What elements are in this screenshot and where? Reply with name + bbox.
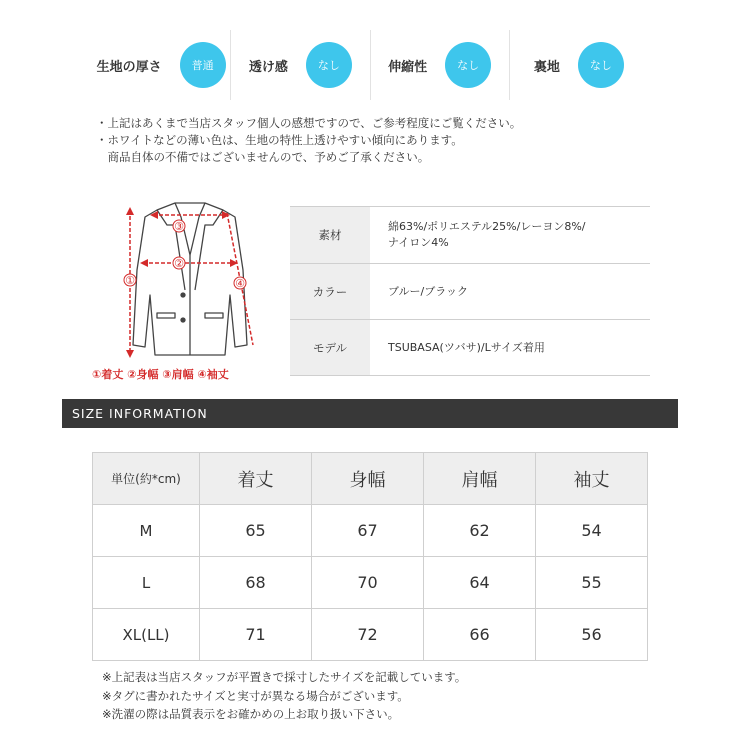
fabric-notes — [96, 115, 521, 166]
attribute-sheerness — [231, 30, 370, 100]
spec-table — [290, 206, 650, 376]
spec-value: TSUBASA(ツバサ)/Lサイズ着用 — [388, 340, 545, 354]
size-information-header: SIZE INFORMATION — [62, 399, 678, 428]
jacket-measurement-diagram — [95, 195, 285, 390]
table-cell: 68 — [200, 557, 312, 609]
table-cell: 62 — [424, 505, 536, 557]
marker-3: ③ — [174, 220, 184, 233]
attribute-label: 透け感 — [248, 59, 288, 75]
marker-2: ② — [174, 257, 184, 270]
attribute-label: 生地の厚さ — [96, 59, 162, 75]
size-footnotes — [102, 668, 466, 724]
attribute-label: 裏地 — [533, 59, 560, 75]
spec-key: モデル — [290, 320, 370, 375]
table-cell: 54 — [536, 505, 648, 557]
table-cell: 71 — [200, 609, 312, 661]
attribute-value-badge: なし — [578, 42, 624, 88]
spec-row-color — [290, 264, 650, 320]
table-cell: 65 — [200, 505, 312, 557]
spec-value: 綿63%/ポリエステル25%/レーヨン8%/ ナイロン4% — [388, 220, 586, 249]
fabric-attributes — [92, 30, 648, 100]
table-cell: 64 — [424, 557, 536, 609]
note-line: ・上記はあくまで当店スタッフ個人の感想ですので、ご参考程度にご覧ください。 — [96, 116, 522, 130]
attribute-value-badge: 普通 — [180, 42, 226, 88]
size-table — [92, 452, 648, 661]
column-header-shoulder: 肩幅 — [424, 453, 536, 505]
attribute-value-badge: なし — [445, 42, 491, 88]
size-table-header-row — [93, 453, 648, 505]
spec-key: 素材 — [290, 207, 370, 263]
column-header-length: 着丈 — [200, 453, 312, 505]
spec-row-model — [290, 320, 650, 376]
column-header-sleeve: 袖丈 — [536, 453, 648, 505]
marker-1: ① — [125, 274, 135, 287]
table-cell: 55 — [536, 557, 648, 609]
diagram-legend: ①着丈 ②身幅 ③肩幅 ④袖丈 — [92, 368, 229, 381]
table-row — [93, 609, 648, 661]
table-row — [93, 557, 648, 609]
attribute-lining — [510, 30, 648, 100]
column-header-width: 身幅 — [312, 453, 424, 505]
note-line: ・ホワイトなどの薄い色は、生地の特性上透けやすい傾向にあります。 — [96, 133, 463, 147]
attribute-value-badge: なし — [306, 42, 352, 88]
size-label: M — [93, 505, 200, 557]
attribute-label: 伸縮性 — [388, 59, 428, 75]
spec-row-material — [290, 207, 650, 264]
table-row — [93, 505, 648, 557]
marker-4: ④ — [235, 277, 245, 290]
footnote-line: ※タグに書かれたサイズと実寸が異なる場合がございます。 — [102, 688, 409, 703]
table-cell: 56 — [536, 609, 648, 661]
table-cell: 72 — [312, 609, 424, 661]
footnote-line: ※洗濯の際は品質表示をお確かめの上お取り扱い下さい。 — [102, 707, 400, 721]
attribute-stretch — [371, 30, 510, 100]
attribute-thickness — [92, 30, 231, 100]
note-line: 商品自体の不備ではございませんので、予めご了承ください。 — [96, 150, 430, 164]
table-cell: 67 — [312, 505, 424, 557]
table-cell: 66 — [424, 609, 536, 661]
table-cell: 70 — [312, 557, 424, 609]
column-header-unit: 単位(約*cm) — [93, 453, 200, 505]
spec-key: カラー — [290, 264, 370, 319]
footnote-line: ※上記表は当店スタッフが平置きで採寸したサイズを記載しています。 — [102, 670, 467, 684]
size-label: XL(LL) — [93, 609, 200, 661]
spec-value: ブルー/ブラック — [388, 284, 469, 298]
size-label: L — [93, 557, 200, 609]
